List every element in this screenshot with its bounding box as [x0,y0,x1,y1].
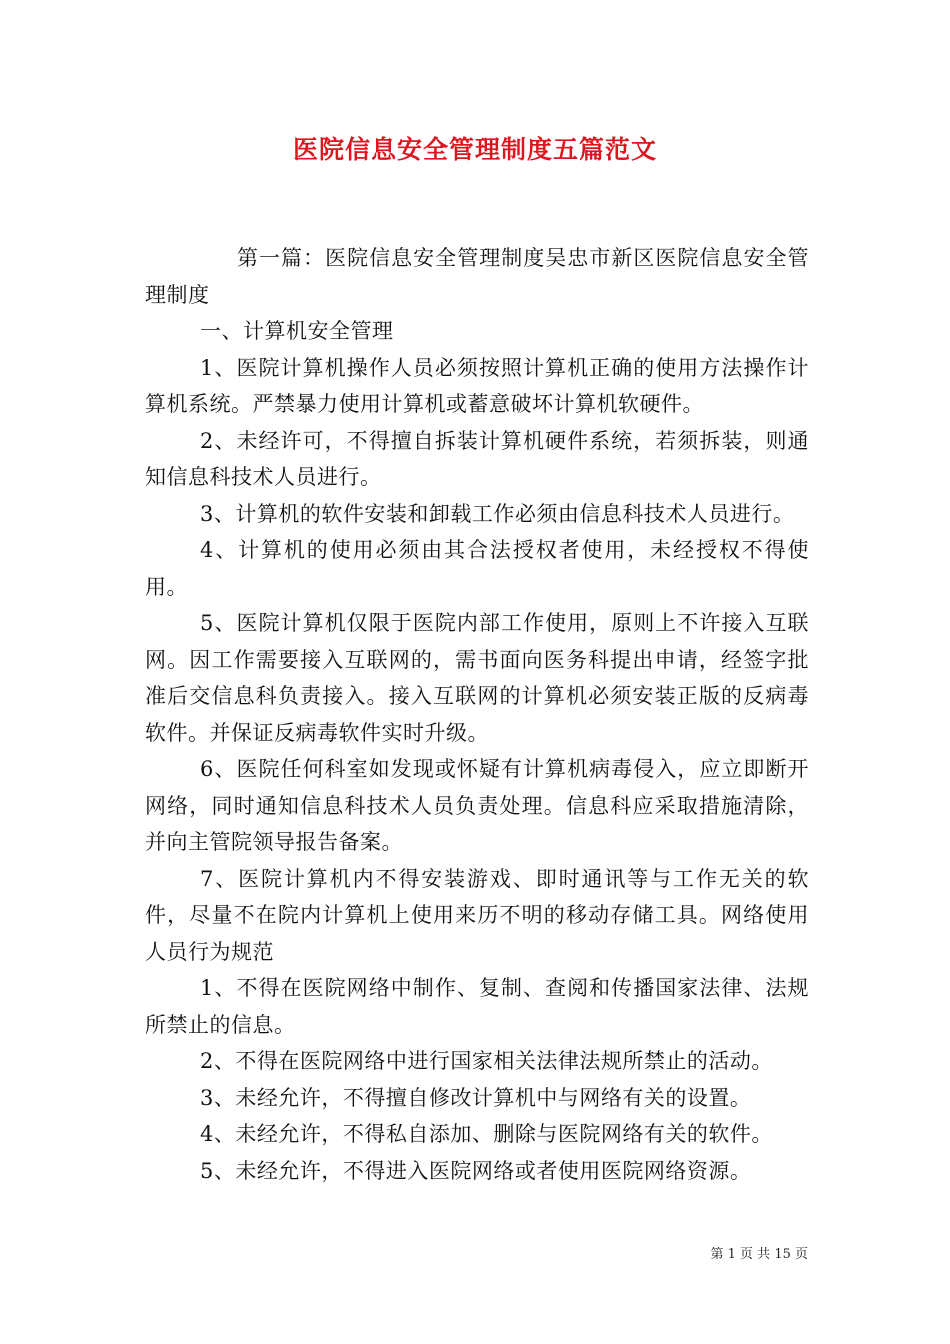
paragraph: 1、不得在医院网络中制作、复制、查阅和传播国家法律、法规所禁止的信息。 [145,976,809,1037]
paragraph: 5、未经允许，不得进入医院网络或者使用医院网络资源。 [200,1158,752,1183]
document-title: 医院信息安全管理制度五篇范文 [292,135,657,164]
paragraph: 3、未经允许，不得擅自修改计算机中与网络有关的设置。 [200,1085,752,1110]
paragraph: 4、未经允许，不得私自添加、删除与医院网络有关的软件。 [200,1122,773,1146]
paragraph: 5、医院计算机仅限于医院内部工作使用，原则上不许接入互联网。因工作需要接入互联网的，需书面向医务科提出申请，经签字批准后交信息科负责接入。接入互联网的计算机必须安装正版的反病毒软件。并保证反病毒软件实时升级。 [145,611,809,745]
paragraph: 7、医院计算机内不得安装游戏、即时通讯等与工作无关的软件，尽量不在院内计算机上使用来历不明的移动存储工具。网络使用人员行为规范 [145,866,809,964]
paragraph: 2、不得在医院网络中进行国家相关法律法规所禁止的活动。 [200,1049,773,1073]
paragraph: 2、未经许可，不得擅自拆装计算机硬件系统，若须拆装，则通知信息科技术人员进行。 [145,428,809,489]
page-number: 第 1 页 共 15 页 [710,1247,808,1262]
paragraph: 3、计算机的软件安装和卸载工作必须由信息科技术人员进行。 [200,501,795,526]
chapter-heading: 第一篇：医院信息安全管理制度吴忠市新区医院信息安全管理制度 [145,246,809,307]
document-body [145,240,809,1189]
paragraph: 1、医院计算机操作人员必须按照计算机正确的使用方法操作计算机系统。严禁暴力使用计算机或蓄意破坏计算机软硬件。 [145,355,809,416]
paragraph: 4、计算机的使用必须由其合法授权者使用，未经授权不得使用。 [145,538,809,599]
paragraph: 6、医院任何科室如发现或怀疑有计算机病毒侵入，应立即断开网络，同时通知信息科技术人员负责处理。信息科应采取措施清除，并向主管院领导报告备案。 [145,757,809,854]
section-heading: 一、计算机安全管理 [200,319,394,343]
